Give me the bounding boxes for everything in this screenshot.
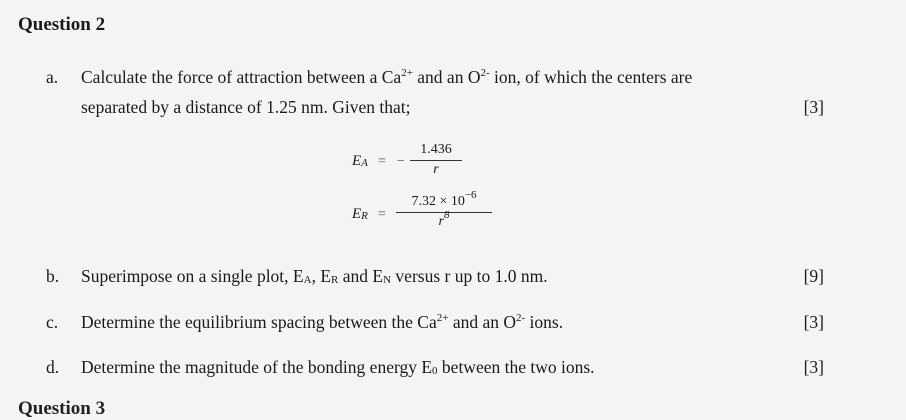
equation-er-equals: =	[378, 207, 386, 222]
part-c-marks: [3]	[803, 312, 824, 332]
question-3-heading-cutoff: Question 3	[18, 398, 106, 419]
equation-er-denominator: $r^8$	[438, 209, 450, 229]
part-d-marks: [3]	[803, 357, 824, 377]
question-2-heading: Question 2	[18, 14, 106, 35]
equation-er-lhs: $E_R$	[352, 206, 368, 222]
part-d-text: Determine the magnitude of the bonding energy $E_0$ between the two ions.	[81, 357, 595, 377]
equation-ea-denominator: r	[433, 162, 439, 177]
equation-ea-fraction	[410, 142, 462, 178]
part-c-marker: c.	[46, 312, 59, 332]
part-c-text: Determine the equilibrium spacing between the $Ca^{2+}$ and an $O^{2-}$ ions.	[81, 312, 564, 332]
equation-ea-numerator: 1.436	[420, 142, 452, 157]
part-a-marks: [3]	[803, 97, 824, 117]
part-b-marker: b.	[46, 266, 60, 286]
part-b-text: Superimpose on a single plot, $E_A$, $E_R$ and $E_N$ versus r up to 1.0 nm.	[81, 266, 548, 286]
part-d-marker: d.	[46, 357, 60, 377]
part-a-marker: a.	[46, 67, 59, 87]
equation-er-numerator: $7.32 \times 10^{-6}$	[411, 189, 477, 209]
equation-er-fraction	[396, 189, 492, 230]
equation-ea-lhs: $E_A$	[352, 153, 368, 169]
part-b-marks: [9]	[803, 266, 824, 286]
part-a-line2: separated by a distance of 1.25 nm. Given that;	[81, 97, 411, 117]
fraction-bar	[410, 160, 462, 161]
equation-ea-equals: =	[378, 154, 386, 169]
part-a-line1: Calculate the force of attraction between a $Ca^{2+}$ and an $O^{2-}$ ion, of which the centers are	[81, 67, 693, 87]
equation-ea-minus: −	[397, 154, 405, 169]
